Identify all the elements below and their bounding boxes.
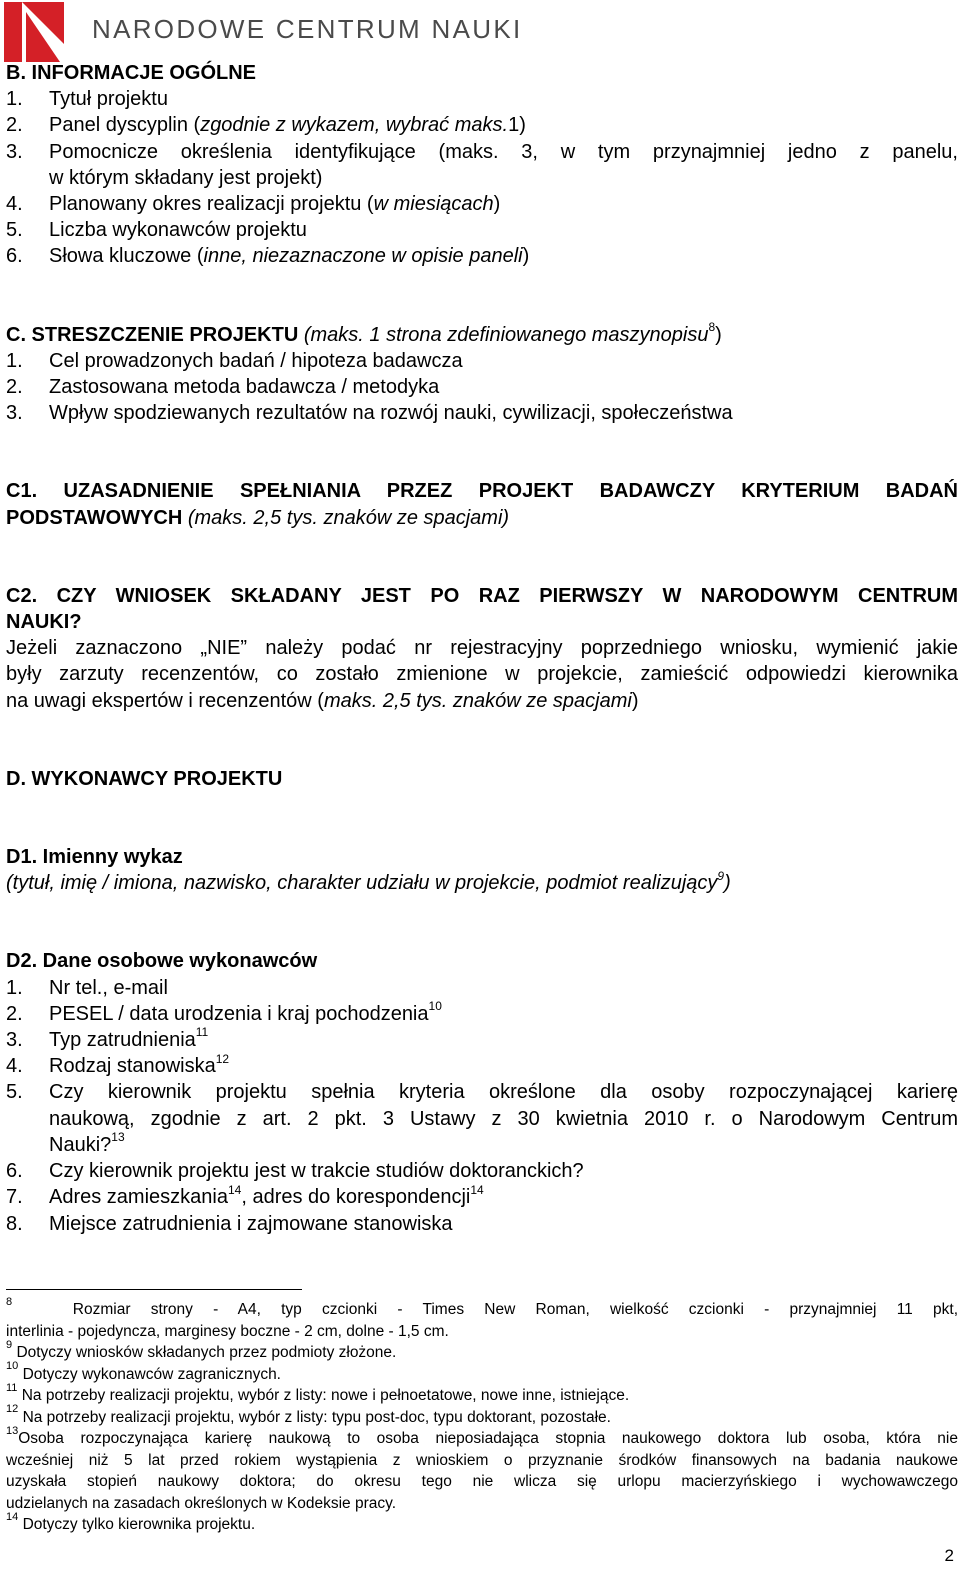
section-d1-heading: D1. Imienny wykaz [6,846,183,869]
footnote: $^{14}$ Dotyczy tylko kierownika projektu. [6,1510,256,1533]
footnote-cont: interlinia - pojedyncza, marginesy boczne - 2 cm, dolne - 1,5 cm. [6,1322,449,1340]
list-item: 1. Nr tel., e-mail [6,976,168,999]
footnote: $^{10}$ Dotyczy wykonawców zagranicznych. [6,1360,281,1383]
list-item: 5. Czy kierownik projektu spełnia kryteria określone dla osoby rozpoczynającej karierę naukową, zgodnie z art. 2 pkt. 3 Ustawy z 30 kwietnia 2010 r. o Narodowym Centrum Nauki?$^{13}$ [6,1081,958,1156]
list-item: 3. Wpływ spodziewanych rezultatów na rozwój nauki, cywilizacji, społeczeństwa [6,402,733,425]
section-c2-heading-cont: NAUKI? [6,611,82,634]
footnote: $^9$ Dotyczy wniosków składanych przez podmioty złożone. [6,1338,397,1361]
footnote: $^{12}$ Na potrzeby realizacji projektu, wybór z listy: typu post-doc, typu doktorant, pozostałe. [6,1403,611,1426]
footnote: $^{13}$Osoba rozpoczynająca karierę naukową to osoba nieposiadająca stopnia naukowego doktora lub osoba, która nie [6,1424,958,1447]
list-item: 4. Rodzaj stanowiska$^{12}$ [6,1051,230,1078]
section-c1-heading-cont: PODSTAWOWYCH (maks. 2,5 tys. znaków ze spacjami) [6,506,510,529]
section-c-heading: C. STRESZCZENIE PROJEKTU (maks. 1 strona zdefiniowanego maszynopisu$^8$) [6,319,722,346]
section-d2-heading: D2. Dane osobowe wykonawców [6,950,318,973]
footnote-cont: wcześniej niż 5 lat przed rokiem wystąpienia z wnioskiem o przyznanie środków finansowych na badania naukowe [6,1451,958,1469]
list-item: 3. Typ zatrudnienia$^{11}$ [6,1025,209,1052]
list-item: 6. Słowa kluczowe (inne, niezaznaczone w opisie paneli) [6,245,530,268]
footnote-separator [6,1289,302,1290]
logo-text: NARODOWE CENTRUM NAUKI [92,14,523,44]
section-d1-desc: (tytuł, imię / imiona, nazwisko, charakter udziału w projekcie, podmiot realizujący$^9$) [6,868,731,895]
footnote: $^{11}$ Na potrzeby realizacji projektu, wybór z listy: nowe i pełnoetatowe, nowe inne, istniejące. [6,1381,630,1404]
ncn-logo-icon [4,2,64,62]
section-c2-heading: C2. CZY WNIOSEK SKŁADANY JEST PO RAZ PIERWSZY W NARODOWYM CENTRUM [6,584,958,607]
section-c1-heading: C1. UZASADNIENIE SPEŁNIANIA PRZEZ PROJEKT BADAWCZY KRYTERIUM BADAŃ [6,480,958,503]
footnote-cont: uzyskała stopień naukowy doktora; do okresu tego nie wlicza się urlopu macierzyńskiego i wychowawczego [6,1473,958,1490]
section-d-heading: D. WYKONAWCY PROJEKTU [6,767,283,790]
section-b-heading: B. INFORMACJE OGÓLNE [6,62,257,84]
list-item: 4. Planowany okres realizacji projektu (w miesiącach) [6,193,501,216]
list-item: 1. Tytuł projektu [6,88,168,111]
section-c2-body: Jeżeli zaznaczono „NIE” należy podać nr rejestracyjny poprzedniego wniosku, wymienić jakie [6,637,958,660]
section-c2-body: na uwagi ekspertów i recenzentów (maks. 2,5 tys. znaków ze spacjami) [6,689,639,712]
list-item: 3. Pomocnicze określenia identyfikujące (maks. 3, w tym przynajmniej jedno z panelu, w którym składany jest projekt) [6,140,958,189]
footnotes [6,1295,959,1536]
list-item: 2. PESEL / data urodzenia i kraj pochodzenia$^{10}$ [6,999,442,1025]
list-item: 5. Liczba wykonawców projektu [6,219,307,242]
footnote-cont: udzielanych na zasadach określonych w Kodeksie pracy. [6,1494,397,1512]
page-number: 2 [944,1546,954,1565]
section-c2-body: były zarzuty recenzentów, co zostało zmienione w projekcie, zamieścić odpowiedzi kierownika [6,663,958,686]
document-body [6,60,958,1237]
list-item: 8. Miejsce zatrudnienia i zajmowane stanowiska [6,1212,453,1235]
list-item: 2. Panel dyscyplin (zgodnie z wykazem, wybrać maks.1) [6,114,526,137]
list-item: 1. Cel prowadzonych badań / hipoteza badawcza [6,349,463,372]
list-item: 7. Adres zamieszkania$^{14}$, adres do korespondencji$^{14}$ [6,1182,484,1209]
footnote: $^8$ Rozmiar strony - A4, typ czcionki - Times New Roman, wielkość czcionki - przynajmniej 11 pkt, [6,1295,959,1318]
list-item: 2. Zastosowana metoda badawcza / metodyka [6,376,440,399]
list-item: 6. Czy kierownik projektu jest w trakcie studiów doktoranckich? [6,1160,584,1183]
